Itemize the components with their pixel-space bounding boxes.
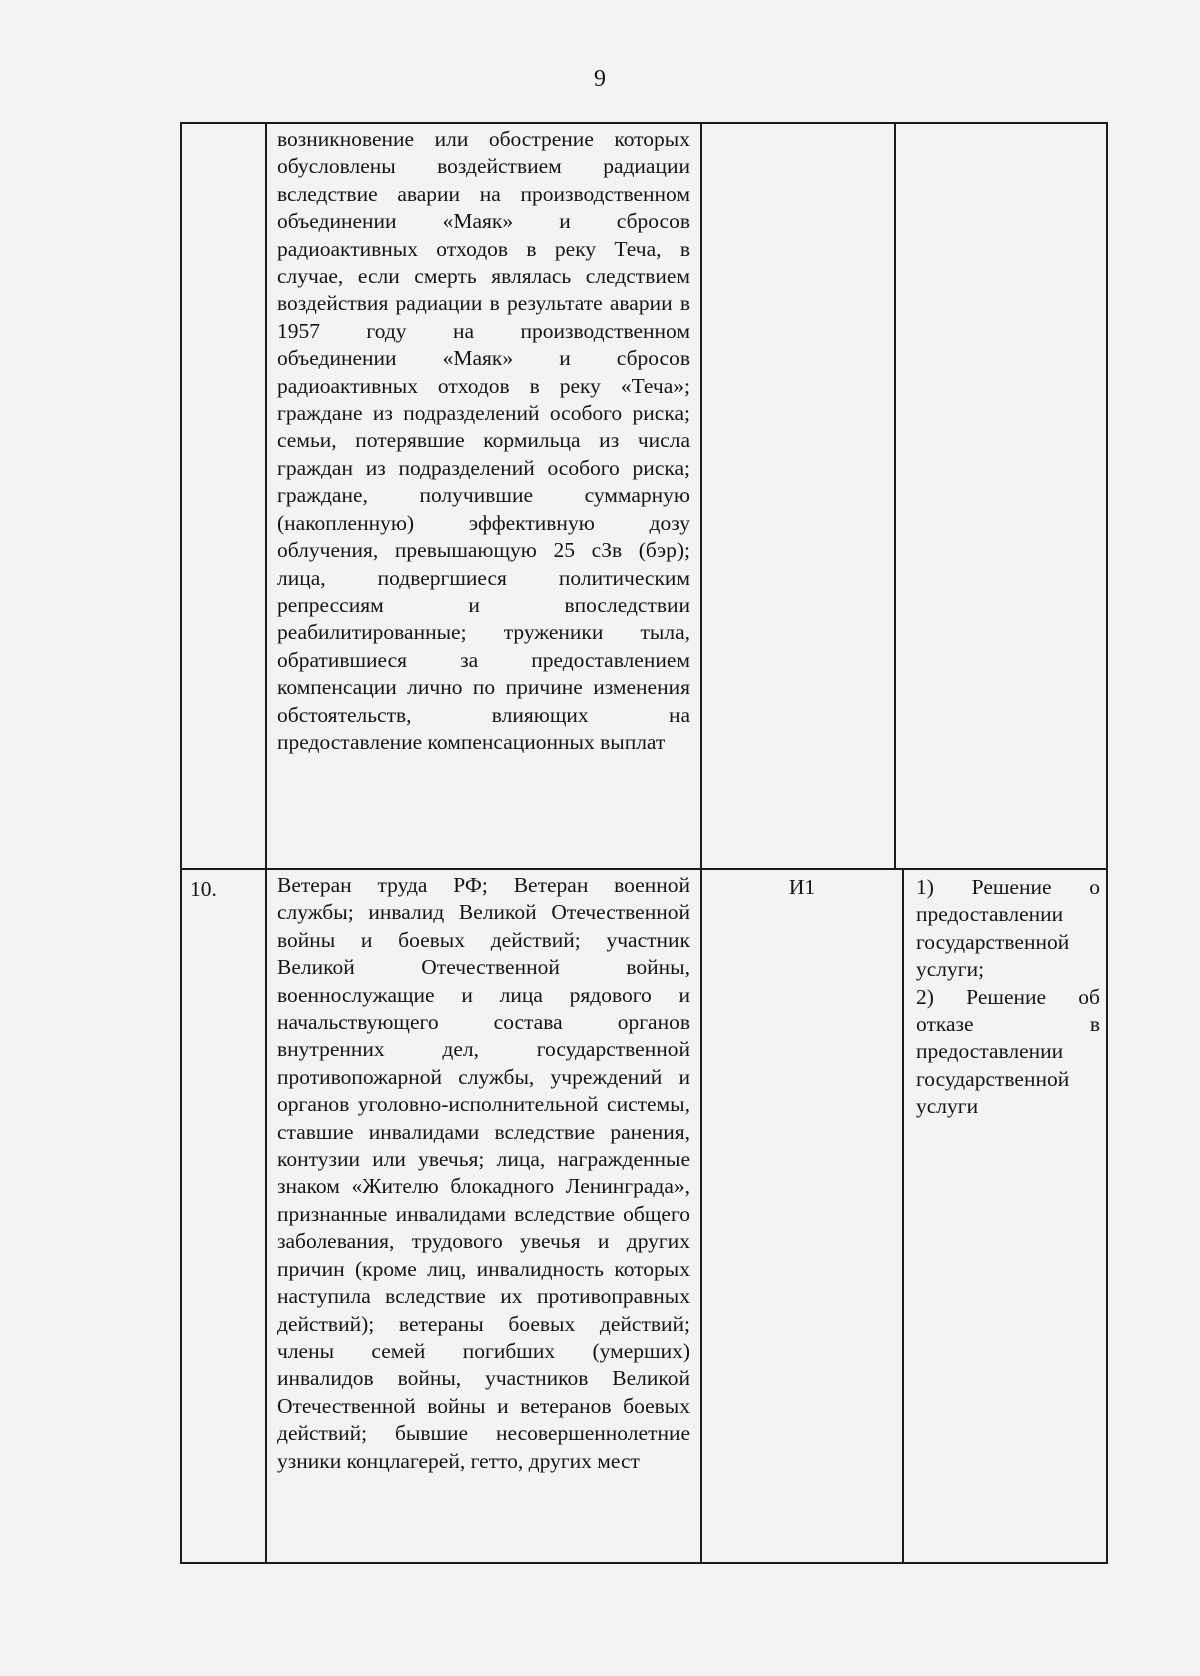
result-cell xyxy=(902,868,1108,1564)
category-cell: Ветеран труда РФ; Ветеран военной службы; инвалид Великой Отечественной войны и боевых действий; участник Великой Отечественной войны, военнослужащие и лица рядового и начальствующего состава органов внутренних дел, государственной противопожарной службы, учреждений и органов уголовно-исполнительной системы, ставшие инвалидами вследствие ранения, контузии или увечья; лица, награжденные знаком «Жителю блокадного Ленинграда», признанные инвалидами вследствие общего заболевания, трудового увечья и других причин (кроме лиц, инвалидность которых наступила вследствие их противоправных действий); ветераны боевых действий; члены семей погибших (умерших) инвалидов войны, участников Великой Отечественной войны и ветеранов боевых действий; бывшие несовершеннолетние узники концлагерей, гетто, других мест xyxy=(265,868,702,1564)
row-number-cell: 10. xyxy=(180,868,267,1564)
result-list xyxy=(916,874,1100,1121)
result-cell xyxy=(894,122,1108,870)
result-item: 2) Решение об отказе в предоставлении государственной услуги xyxy=(916,984,1100,1119)
code-cell xyxy=(700,122,896,870)
code-cell: И1 xyxy=(700,868,904,1564)
row-number-cell xyxy=(180,122,267,870)
result-item: 1) Решение о предоставлении государственной услуги; xyxy=(916,875,1100,982)
category-cell: возникновение или обострение которых обусловлены воздействием радиации вследствие аварии на производственном объединении «Маяк» и сбросов радиоактивных отходов в реку Теча, в случае, если смерть являлась следствием воздействия радиации в результате аварии в 1957 году на производственном объединении «Маяк» и сбросов радиоактивных отходов в реку «Теча»; граждане из подразделений особого риска; семьи, потерявшие кормильца из числа граждан из подразделений особого риска; граждане, получившие суммарную (накопленную) эффективную дозу облучения, превышающую 25 сЗв (бэр); лица, подвергшиеся политическим репрессиям и впоследствии реабилитированные; труженики тыла, обратившиеся за предоставлением компенсации лично по причине изменения обстоятельств, влияющих на предоставление компенсационных выплат xyxy=(265,122,702,870)
page-number: 9 xyxy=(594,66,606,92)
